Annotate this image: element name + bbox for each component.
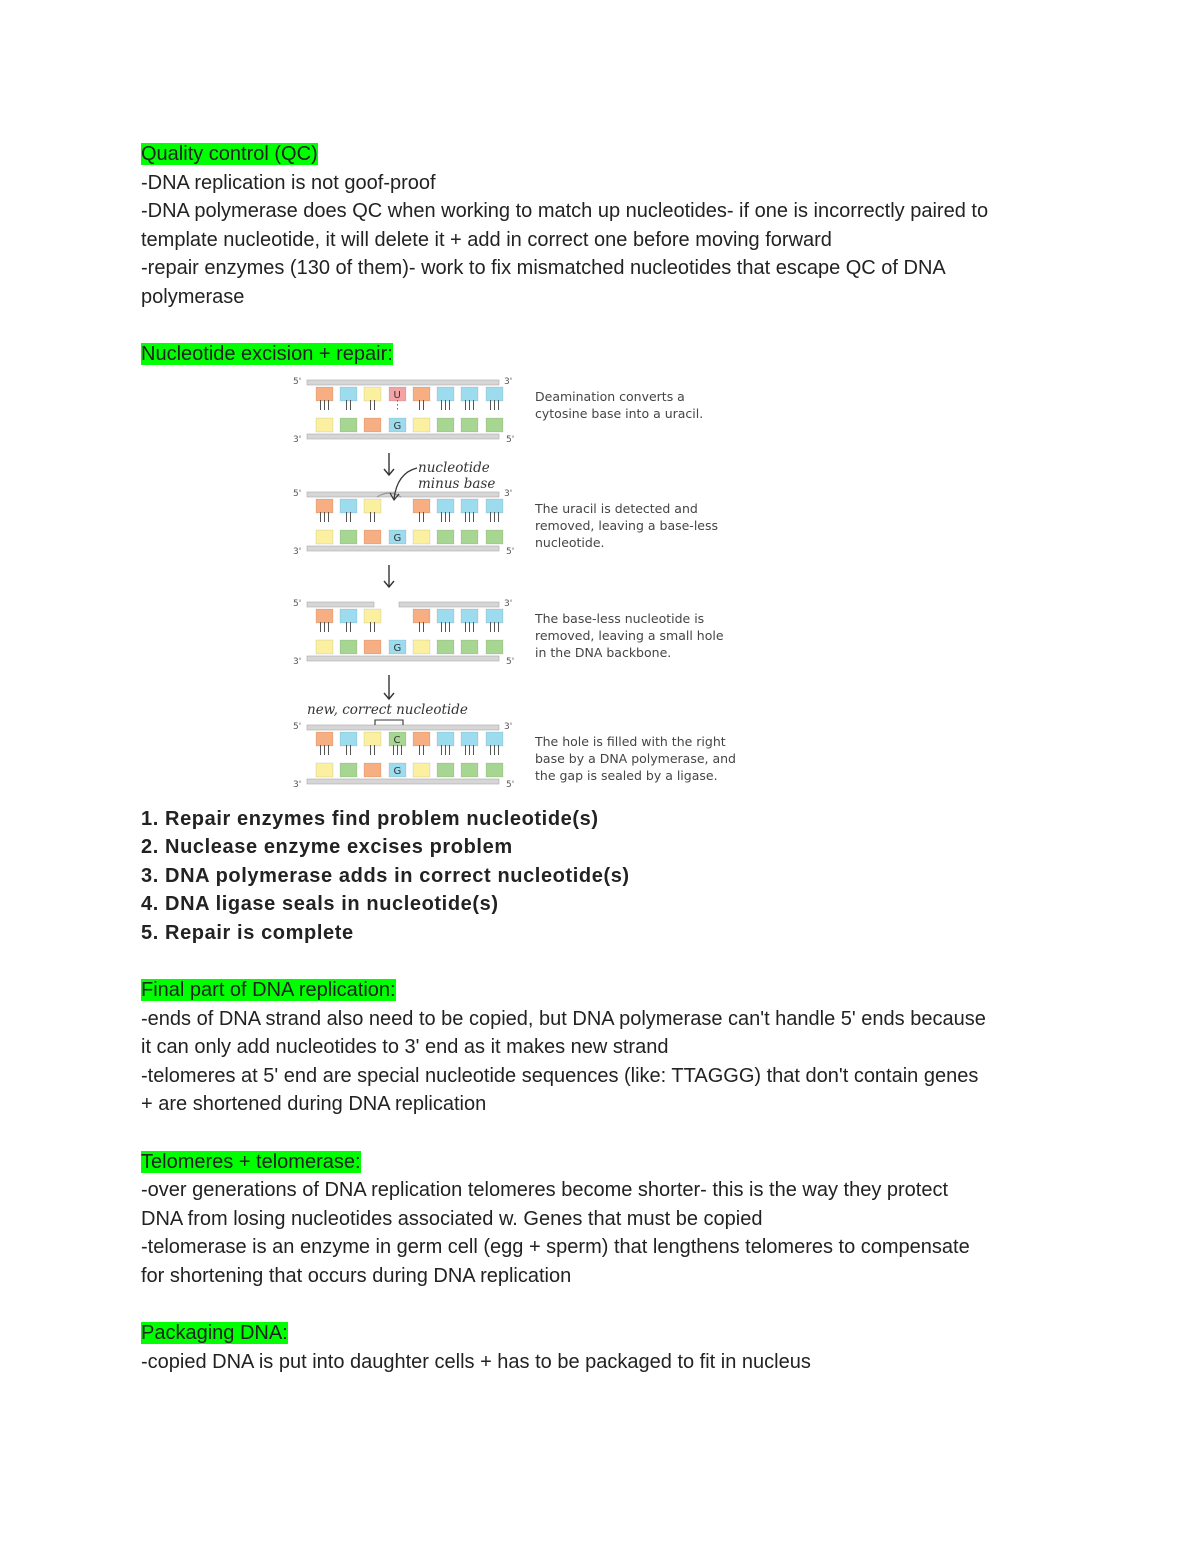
bottom-backbone [307, 779, 499, 784]
repair-step: 5. Repair is complete [141, 921, 354, 944]
ner-heading [141, 340, 1071, 369]
top-nucleotide [437, 609, 454, 623]
strand-end-3prime: 3' [504, 376, 513, 387]
bottom-backbone [307, 546, 499, 551]
bottom-nucleotide [364, 763, 381, 777]
ner-heading-text: Nucleotide excision + repair: [141, 343, 393, 365]
annotation-nucleotide: nucleotide [418, 459, 490, 476]
top-nucleotide [461, 499, 478, 513]
bottom-nucleotide [340, 640, 357, 654]
qc-line: -repair enzymes (130 of them)- work to fix mismatched nucleotides that escape QC of DNA [141, 257, 946, 279]
top-nucleotide [340, 732, 357, 746]
final-line: -telomeres at 5' end are special nucleotide sequences (like: TTAGGG) that don't contain genes [141, 1064, 979, 1087]
top-nucleotide [340, 387, 357, 401]
top-nucleotide [316, 387, 333, 401]
top-nucleotide [340, 499, 357, 513]
bottom-nucleotide [461, 418, 478, 432]
bottom-nucleotide [413, 418, 430, 432]
annotation-minus-base: minus base [418, 475, 496, 492]
top-nucleotide [413, 499, 430, 513]
top-nucleotide [461, 387, 478, 401]
bottom-nucleotide [340, 418, 357, 432]
strand-end-5prime: 5' [293, 376, 302, 387]
strand-end-3prime: 3' [504, 598, 513, 609]
excision-repair-diagram [291, 375, 811, 805]
bottom-nucleotide [364, 418, 381, 432]
base-label-c: C [393, 734, 401, 746]
qc-heading-text: Quality control (QC) [141, 143, 318, 165]
bottom-backbone [307, 656, 499, 661]
bottom-nucleotide [316, 640, 333, 654]
top-nucleotide [461, 732, 478, 746]
final-heading-text: Final part of DNA replication: [141, 979, 396, 1001]
step-caption: removed, leaving a base-less [535, 517, 719, 533]
qc-line: polymerase [141, 285, 245, 308]
annotation-bracket [375, 720, 403, 725]
qc-heading [141, 140, 1071, 169]
strand-end-3prime: 3' [293, 434, 302, 445]
excision-repair-figure [141, 375, 1071, 805]
telomeres-heading [141, 1148, 1071, 1177]
step-caption: cytosine base into a uracil. [535, 405, 704, 421]
telomeres-line: -over generations of DNA replication telomeres become shorter- this is the way they protect [141, 1179, 949, 1201]
top-nucleotide [364, 609, 381, 623]
strand-end-5prime: 5' [506, 434, 515, 445]
bottom-nucleotide [364, 640, 381, 654]
telomeres-line: DNA from losing nucleotides associated w. Genes that must be copied [141, 1207, 763, 1230]
top-nucleotide [486, 732, 503, 746]
top-nucleotide [316, 732, 333, 746]
base-label-g: G [393, 765, 402, 777]
bottom-nucleotide [437, 640, 454, 654]
step-caption: The hole is filled with the right [535, 733, 726, 749]
bottom-nucleotide [486, 530, 503, 544]
bottom-nucleotide [413, 640, 430, 654]
top-nucleotide [413, 609, 430, 623]
top-nucleotide [437, 499, 454, 513]
step-caption: The base-less nucleotide is [535, 610, 705, 626]
bottom-nucleotide [486, 418, 503, 432]
telomeres-line: for shortening that occurs during DNA replication [141, 1264, 572, 1287]
top-nucleotide [364, 387, 381, 401]
repair-step: 1. Repair enzymes find problem nucleotide(s) [141, 807, 599, 830]
step-caption: nucleotide. [535, 534, 605, 550]
top-backbone [399, 602, 499, 607]
telomeres-line: -telomerase is an enzyme in germ cell (egg + sperm) that lengthens telomeres to compensate [141, 1236, 970, 1258]
top-nucleotide [364, 732, 381, 746]
bottom-nucleotide [437, 530, 454, 544]
top-nucleotide [316, 609, 333, 623]
bottom-nucleotide [437, 763, 454, 777]
bottom-nucleotide [461, 640, 478, 654]
bottom-nucleotide [437, 418, 454, 432]
base-label-u: U [393, 389, 401, 401]
top-nucleotide [486, 609, 503, 623]
bottom-backbone [307, 434, 499, 439]
annotation-new-correct-nucleotide: new, correct nucleotide [307, 701, 468, 718]
document-page [141, 140, 1071, 1376]
strand-end-3prime: 3' [293, 779, 302, 790]
top-nucleotide [340, 609, 357, 623]
bottom-nucleotide [413, 763, 430, 777]
strand-end-5prime: 5' [293, 488, 302, 499]
top-backbone [307, 725, 499, 730]
packaging-heading-text: Packaging DNA: [141, 1322, 288, 1344]
top-nucleotide [413, 732, 430, 746]
final-heading [141, 976, 1071, 1005]
step-caption: Deamination converts a [535, 388, 685, 404]
top-nucleotide [413, 387, 430, 401]
bottom-nucleotide [316, 418, 333, 432]
bottom-nucleotide [316, 530, 333, 544]
top-nucleotide [437, 387, 454, 401]
top-nucleotide [461, 609, 478, 623]
strand-end-5prime: 5' [293, 598, 302, 609]
bottom-nucleotide [486, 640, 503, 654]
step-caption: base by a DNA polymerase, and [535, 750, 736, 766]
bottom-nucleotide [340, 530, 357, 544]
base-label-g: G [393, 420, 402, 432]
strand-end-3prime: 3' [504, 721, 513, 732]
strand-end-5prime: 5' [293, 721, 302, 732]
bottom-nucleotide [461, 530, 478, 544]
base-label-g: G [393, 642, 402, 654]
bottom-nucleotide [340, 763, 357, 777]
bottom-nucleotide [486, 763, 503, 777]
repair-step: 4. DNA ligase seals in nucleotide(s) [141, 893, 499, 915]
telomeres-heading-text: Telomeres + telomerase: [141, 1150, 361, 1173]
packaging-heading [141, 1319, 1071, 1348]
step-caption: the gap is sealed by a ligase. [535, 767, 718, 783]
packaging-line: -copied DNA is put into daughter cells + has to be packaged to fit in nucleus [141, 1350, 811, 1373]
top-nucleotide [364, 499, 381, 513]
top-nucleotide [316, 499, 333, 513]
qc-line: -DNA replication is not goof-proof [141, 171, 436, 194]
strand-end-3prime: 3' [293, 656, 302, 667]
step-caption: The uracil is detected and [535, 500, 698, 516]
top-nucleotide [486, 499, 503, 513]
bottom-nucleotide [461, 763, 478, 777]
bottom-nucleotide [413, 530, 430, 544]
bottom-nucleotide [364, 530, 381, 544]
qc-line: template nucleotide, it will delete it + add in correct one before moving forward [141, 228, 832, 251]
qc-line: -DNA polymerase does QC when working to match up nucleotides- if one is incorrectly paired to [141, 200, 989, 222]
strand-end-3prime: 3' [293, 546, 302, 557]
top-backbone [307, 492, 499, 497]
top-backbone [307, 380, 499, 385]
top-nucleotide [486, 387, 503, 401]
strand-end-5prime: 5' [506, 546, 515, 557]
final-line: it can only add nucleotides to 3' end as it makes new strand [141, 1036, 669, 1058]
strand-end-3prime: 3' [504, 488, 513, 499]
bottom-nucleotide [316, 763, 333, 777]
base-label-g: G [393, 532, 402, 544]
final-line: -ends of DNA strand also need to be copied, but DNA polymerase can't handle 5' ends because [141, 1007, 986, 1030]
top-backbone [307, 602, 374, 607]
strand-end-5prime: 5' [506, 656, 515, 667]
strand-end-5prime: 5' [506, 779, 515, 790]
step-caption: removed, leaving a small hole [535, 627, 724, 643]
repair-step: 3. DNA polymerase adds in correct nucleotide(s) [141, 864, 630, 887]
step-caption: in the DNA backbone. [535, 644, 672, 660]
final-line: + are shortened during DNA replication [141, 1093, 487, 1115]
repair-step: 2. Nuclease enzyme excises problem [141, 836, 513, 858]
top-nucleotide [437, 732, 454, 746]
